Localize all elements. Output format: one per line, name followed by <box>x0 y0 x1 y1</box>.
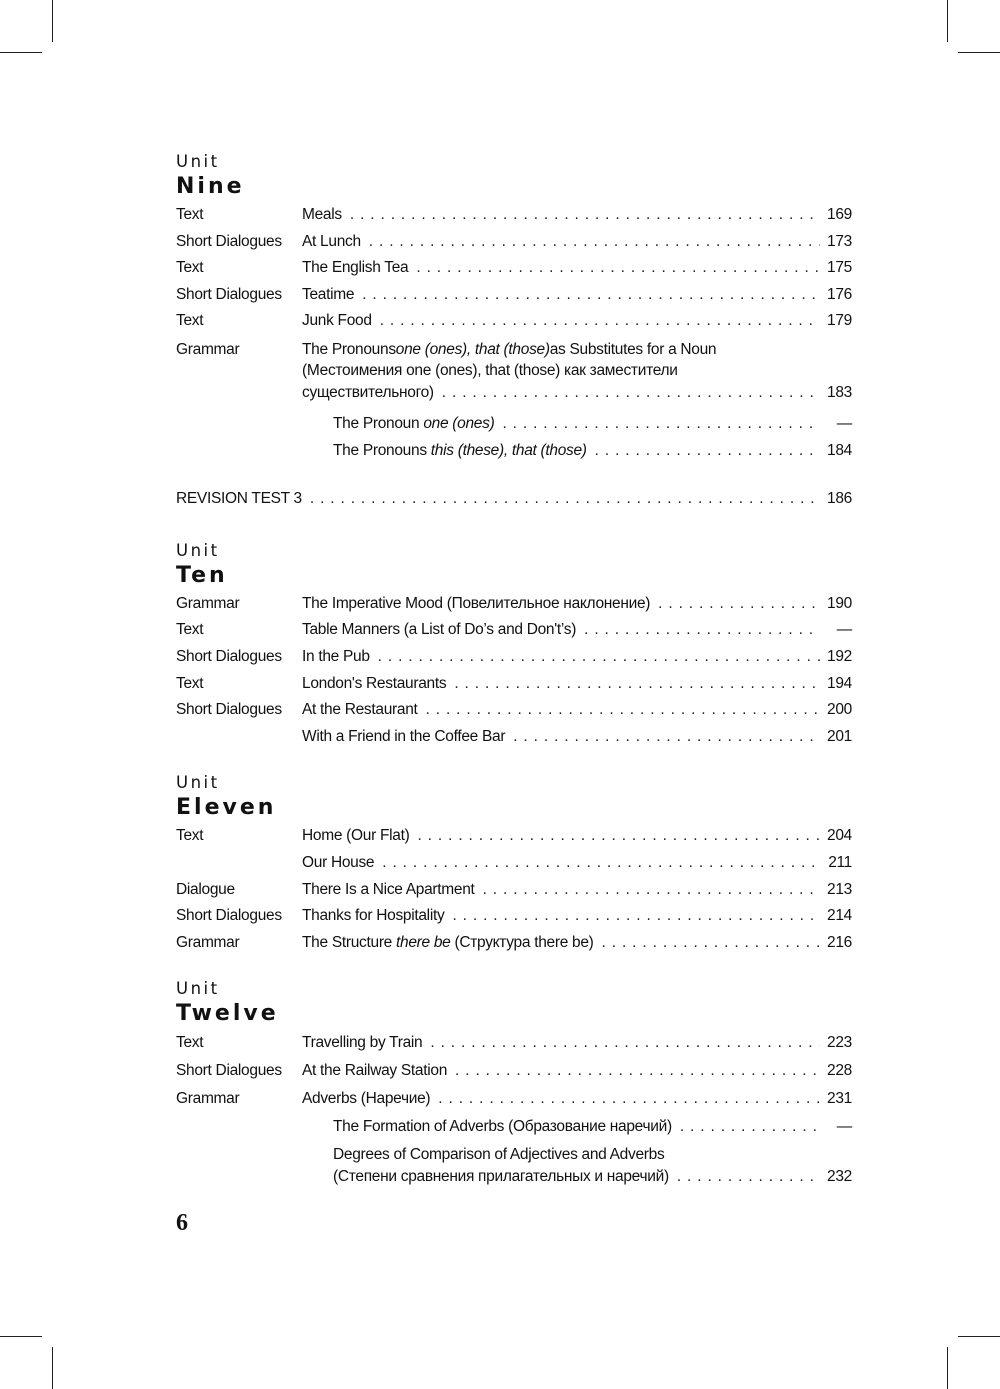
page-number: 223 <box>827 1034 852 1052</box>
toc-entry[interactable] <box>176 1057 852 1085</box>
dot-leader <box>378 644 820 671</box>
entry-title: Junk Food <box>302 312 372 330</box>
revision-title: REVISION TEST 3 <box>176 490 302 508</box>
toc-entry[interactable] <box>176 877 852 904</box>
toc-entry[interactable] <box>176 1029 852 1057</box>
page-number: 169 <box>827 206 852 223</box>
dot-leader <box>369 229 820 256</box>
unit-eleven <box>176 773 852 956</box>
unit-title: Ten <box>176 562 228 588</box>
page-number: 175 <box>827 259 852 277</box>
page-number: 231 <box>827 1090 852 1108</box>
entry-title: The Pronouns this (these), that (those) <box>333 441 587 459</box>
crop-mark <box>0 1336 42 1337</box>
entry-title-line: Degrees of Comparison of Adjectives and Adverbs <box>333 1146 665 1164</box>
entry-type: Text <box>176 259 204 277</box>
toc-entry[interactable] <box>176 202 852 229</box>
dot-leader <box>513 724 820 751</box>
unit-ten <box>176 541 852 751</box>
dot-leader <box>438 1085 820 1113</box>
entry-title: The Pronoun one (ones) <box>333 414 495 432</box>
entry-type: Grammar <box>176 594 240 612</box>
entry-title: Meals <box>302 206 342 223</box>
page-number: — <box>836 621 852 639</box>
entry-title: At the Restaurant <box>302 701 418 719</box>
toc-subentry[interactable] <box>176 1113 852 1141</box>
entry-title: Travelling by Train <box>302 1034 423 1052</box>
page-number: 192 <box>827 647 852 665</box>
dot-leader <box>430 1029 820 1057</box>
dot-leader <box>658 591 820 618</box>
page-number: 183 <box>827 383 852 401</box>
entry-title: Table Manners (a List of Do’s and Don't’s) <box>302 621 577 639</box>
toc-entry[interactable] <box>176 850 852 877</box>
page-number: 190 <box>827 594 852 612</box>
entry-type: Text <box>176 621 204 639</box>
dot-leader <box>417 823 820 850</box>
toc-entry[interactable] <box>176 308 852 335</box>
toc-subentry[interactable] <box>176 1141 852 1192</box>
entry-title: London's Restaurants <box>302 674 447 692</box>
entry-title: The Formation of Adverbs (Образование наречий) <box>333 1118 672 1136</box>
entry-type: Text <box>176 674 204 692</box>
table-of-contents <box>176 152 852 1192</box>
dot-leader <box>380 308 820 335</box>
dot-leader <box>502 411 820 438</box>
toc-subentry[interactable] <box>176 411 852 438</box>
page-number: 186 <box>827 490 852 508</box>
crop-mark <box>52 1347 53 1389</box>
entry-title: With a Friend in the Coffee Bar <box>302 727 506 745</box>
dot-leader <box>680 1113 820 1141</box>
entry-title: Our House <box>302 853 375 871</box>
page-number: 213 <box>827 880 852 898</box>
unit-label: Unit <box>176 979 220 999</box>
entry-type: Text <box>176 312 204 330</box>
dot-leader <box>426 697 820 724</box>
entry-type: Short Dialogues <box>176 907 282 925</box>
unit-title: Twelve <box>176 1001 279 1027</box>
entry-type: Short Dialogues <box>176 285 282 303</box>
toc-entry-revision[interactable] <box>176 486 852 513</box>
entry-title: Home (Our Flat) <box>302 827 410 845</box>
toc-entry[interactable] <box>176 617 852 644</box>
entry-type: Dialogue <box>176 880 235 898</box>
entry-title-line: (Местоимения one (ones), that (those) как заместители <box>302 362 678 380</box>
unit-label: Unit <box>176 540 220 560</box>
page-number: — <box>836 1118 852 1136</box>
toc-entry[interactable] <box>176 724 852 751</box>
dot-leader <box>454 671 820 698</box>
page-number: 228 <box>827 1062 852 1080</box>
entry-type: Short Dialogues <box>176 232 282 250</box>
entry-type: Short Dialogues <box>176 647 282 665</box>
page-folio: 6 <box>176 1210 188 1236</box>
entry-title-line: The Pronouns one (ones), that (those) as Substitutes for a Noun <box>302 340 717 358</box>
entry-title: The Imperative Mood (Повелительное наклонение) <box>302 594 651 612</box>
entry-title: The English Tea <box>302 259 409 277</box>
page-number: — <box>836 414 852 432</box>
toc-entry[interactable] <box>176 930 852 957</box>
toc-entry[interactable] <box>176 282 852 309</box>
dot-leader <box>452 903 820 930</box>
page-number: 179 <box>827 312 852 330</box>
dot-leader <box>350 202 820 229</box>
crop-mark <box>947 0 948 42</box>
dot-leader <box>442 382 820 404</box>
entry-title: Adverbs (Наречие) <box>302 1090 431 1108</box>
toc-entry[interactable] <box>176 697 852 724</box>
entry-type: Grammar <box>176 1090 240 1108</box>
toc-entry[interactable] <box>176 591 852 618</box>
dot-leader <box>362 282 820 309</box>
entry-title: Teatime <box>302 285 355 303</box>
toc-entry-grammar[interactable] <box>176 335 852 411</box>
dot-leader <box>416 255 820 282</box>
toc-subentry[interactable] <box>176 438 852 465</box>
unit-twelve <box>176 979 852 1192</box>
unit-label: Unit <box>176 152 220 171</box>
unit-label: Unit <box>176 773 220 793</box>
entry-title-line: (Степени сравнения прилагательных и наречий) <box>333 1167 669 1185</box>
page-number: 194 <box>827 674 852 692</box>
crop-mark <box>958 1336 1000 1337</box>
entry-title: Thanks for Hospitality <box>302 907 445 925</box>
dot-leader <box>677 1166 820 1188</box>
page-number: 173 <box>827 232 852 250</box>
entry-title-line: существительного) <box>302 383 434 401</box>
unit-title: Nine <box>176 174 245 199</box>
entry-title: At the Railway Station <box>302 1062 448 1080</box>
toc-entry[interactable] <box>176 644 852 671</box>
entry-title: There Is a Nice Apartment <box>302 880 475 898</box>
toc-entry[interactable] <box>176 255 852 282</box>
page-number: 200 <box>827 701 852 719</box>
dot-leader <box>483 877 820 904</box>
entry-type: Text <box>176 1034 204 1052</box>
toc-entry[interactable] <box>176 903 852 930</box>
toc-entry[interactable] <box>176 1085 852 1113</box>
dot-leader <box>595 438 820 465</box>
entry-type: Grammar <box>176 340 240 358</box>
entry-title: At Lunch <box>302 232 361 250</box>
dot-leader <box>382 850 820 877</box>
entry-type: Grammar <box>176 933 240 951</box>
page-number: 214 <box>827 907 852 925</box>
unit-title: Eleven <box>176 795 277 821</box>
entry-title: The Structure there be (Структура there be) <box>302 933 594 951</box>
page-number: 201 <box>827 727 852 745</box>
entry-type: Short Dialogues <box>176 1062 282 1080</box>
dot-leader <box>455 1057 820 1085</box>
entry-type: Short Dialogues <box>176 701 282 719</box>
entry-title: In the Pub <box>302 647 370 665</box>
page-number: 176 <box>827 285 852 303</box>
toc-entry[interactable] <box>176 229 852 256</box>
crop-mark <box>947 1347 948 1389</box>
toc-entry[interactable] <box>176 823 852 850</box>
entry-type: Text <box>176 827 204 845</box>
page-number: 211 <box>828 853 852 871</box>
toc-entry[interactable] <box>176 671 852 698</box>
dot-leader <box>602 930 820 957</box>
page-number: 184 <box>827 441 852 459</box>
dot-leader <box>310 486 820 513</box>
entry-type: Text <box>176 206 204 223</box>
crop-mark <box>52 0 53 42</box>
crop-mark <box>958 52 1000 53</box>
page-number: 216 <box>827 933 852 951</box>
page-number: 204 <box>827 827 852 845</box>
crop-mark <box>0 52 42 53</box>
unit-nine <box>176 152 852 464</box>
dot-leader <box>584 617 820 644</box>
page-number: 232 <box>827 1167 852 1185</box>
